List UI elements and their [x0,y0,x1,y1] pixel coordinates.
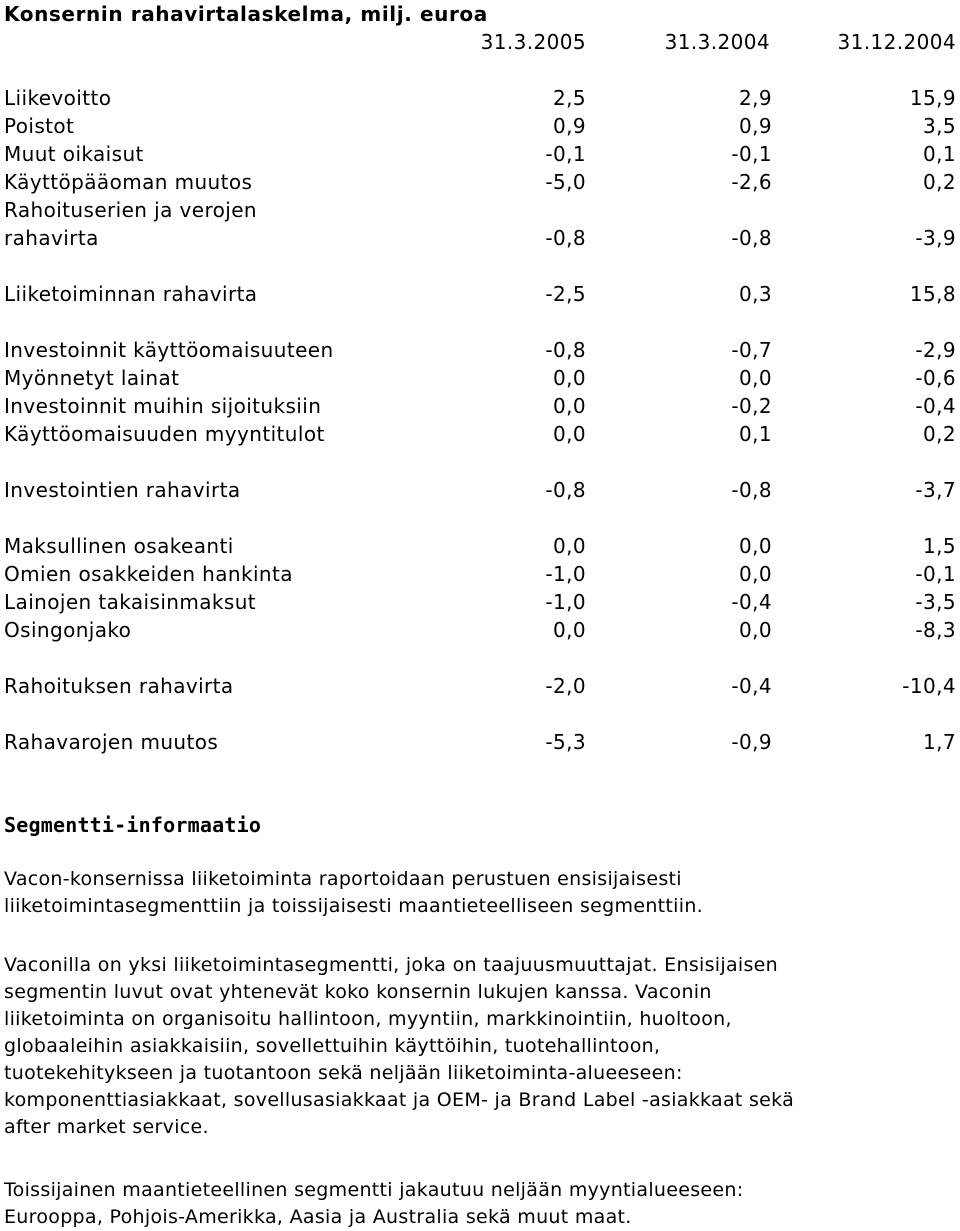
row-value: -3,7 [915,478,956,502]
row-value: -0,8 [731,478,772,502]
row-label: rahavirta [4,226,99,250]
row-value: -10,4 [902,674,956,698]
row-value: -0,4 [731,590,772,614]
table-row [0,532,960,560]
row-label: Investointien rahavirta [4,478,241,502]
row-label: Poistot [4,114,75,138]
table-row-subtotal [0,476,960,504]
row-value: -5,3 [545,730,586,754]
row-value: -0,4 [731,674,772,698]
row-value: 0,0 [552,422,586,446]
segment-paragraph: Vaconilla on yksi liiketoimintasegmentti, joka on taajuusmuuttajat. Ensisijaisen segmentin luvut ovat yhtenevät koko konsernin lukujen kanssa. Vaconin liiketoiminta on organisoitu hallintoon, myyntiin, markkinointiin, huoltoon, globaaleihin asiakkaisiin, sovellettuihin käyttöihin, tuotehallintoon, tuotekehitykseen ja tuotantoon sekä neljään liiketoiminta-alueeseen: komponenttiasiakkaat, sovellusasiakkaat ja OEM- ja Brand Label -asiakkaat sekä after market service. [4,954,795,1138]
table-row [0,140,960,168]
row-value: 3,5 [922,114,956,138]
row-label: Liikevoitto [4,86,112,110]
column-header-31-3-2005: 31.3.2005 [480,30,586,54]
table-row-subtotal [0,280,960,308]
table-row [0,560,960,588]
row-value: -8,3 [915,618,956,642]
table-row [0,336,960,364]
row-value: 0,0 [552,618,586,642]
row-value: -0,4 [915,394,956,418]
row-value: -0,8 [731,226,772,250]
row-label: Investoinnit muihin sijoituksiin [4,394,322,418]
row-value: -2,9 [915,338,956,362]
row-value: -3,9 [915,226,956,250]
row-label: Käyttöomaisuuden myyntitulot [4,422,325,446]
row-value: -2,5 [545,282,586,306]
row-value: -0,1 [915,562,956,586]
row-label: Rahoituksen rahavirta [4,674,234,698]
row-value: 0,3 [738,282,772,306]
row-label: Muut oikaisut [4,142,144,166]
row-value: -2,0 [545,674,586,698]
page-title: Konsernin rahavirtalaskelma, milj. euroa [4,2,488,26]
row-label: Rahoituserien ja verojen [4,198,258,222]
table-row [0,364,960,392]
row-label: Osingonjako [4,618,132,642]
table-row [0,616,960,644]
row-value: 0,0 [552,534,586,558]
row-value: -0,1 [545,142,586,166]
table-row-subtotal [0,672,960,700]
row-value: 0,2 [922,170,956,194]
row-value: 0,0 [552,366,586,390]
row-label: Liiketoiminnan rahavirta [4,282,258,306]
row-value: -2,6 [731,170,772,194]
table-row [0,392,960,420]
row-value: -1,0 [545,590,586,614]
row-value: -0,7 [731,338,772,362]
row-value: -0,8 [545,226,586,250]
row-value: 0,9 [738,114,772,138]
row-value: -0,8 [545,478,586,502]
row-value: -5,0 [545,170,586,194]
row-label: Omien osakkeiden hankinta [4,562,293,586]
segment-section-title: Segmentti-informaatio [4,813,262,837]
table-row [0,224,960,252]
row-value: 0,1 [922,142,956,166]
table-row [0,84,960,112]
row-value: -0,9 [731,730,772,754]
row-value: -0,2 [731,394,772,418]
table-row [0,196,960,224]
row-value: 0,0 [552,394,586,418]
segment-paragraph: Vacon-konsernissa liiketoiminta raportoidaan perustuen ensisijaisesti liiketoimintasegmenttiin ja toissijaisesti maantieteelliseen segmenttiin. [4,868,704,917]
row-label: Maksullinen osakeanti [4,534,234,558]
row-value: 0,9 [552,114,586,138]
row-value: -3,5 [915,590,956,614]
row-value: 15,9 [909,86,956,110]
row-value: 0,0 [738,618,772,642]
row-value: -0,1 [731,142,772,166]
row-label: Rahavarojen muutos [4,730,219,754]
row-value: 0,0 [738,534,772,558]
row-value: -0,6 [915,366,956,390]
column-header-31-12-2004: 31.12.2004 [837,30,956,54]
table-row-total [0,728,960,756]
row-value: 1,5 [922,534,956,558]
row-value: 0,0 [738,366,772,390]
column-header-31-3-2004: 31.3.2004 [664,30,770,54]
row-value: 1,7 [922,730,956,754]
row-value: 0,1 [738,422,772,446]
row-value: 15,8 [909,282,956,306]
table-row [0,112,960,140]
row-label: Lainojen takaisinmaksut [4,590,257,614]
table-row [0,588,960,616]
segment-paragraph: Toissijainen maantieteellinen segmentti jakautuu neljään myyntialueeseen: Eurooppa, Pohjois-Amerikka, Aasia ja Australia sekä muut maat. [4,1179,744,1228]
row-value: -1,0 [545,562,586,586]
row-value: 0,0 [738,562,772,586]
row-value: 2,9 [738,86,772,110]
row-value: 2,5 [552,86,586,110]
row-value: -0,8 [545,338,586,362]
row-label: Investoinnit käyttöomaisuuteen [4,338,334,362]
row-label: Myönnetyt lainat [4,366,180,390]
table-row [0,420,960,448]
row-value: 0,2 [922,422,956,446]
row-label: Käyttöpääoman muutos [4,170,253,194]
table-row [0,168,960,196]
